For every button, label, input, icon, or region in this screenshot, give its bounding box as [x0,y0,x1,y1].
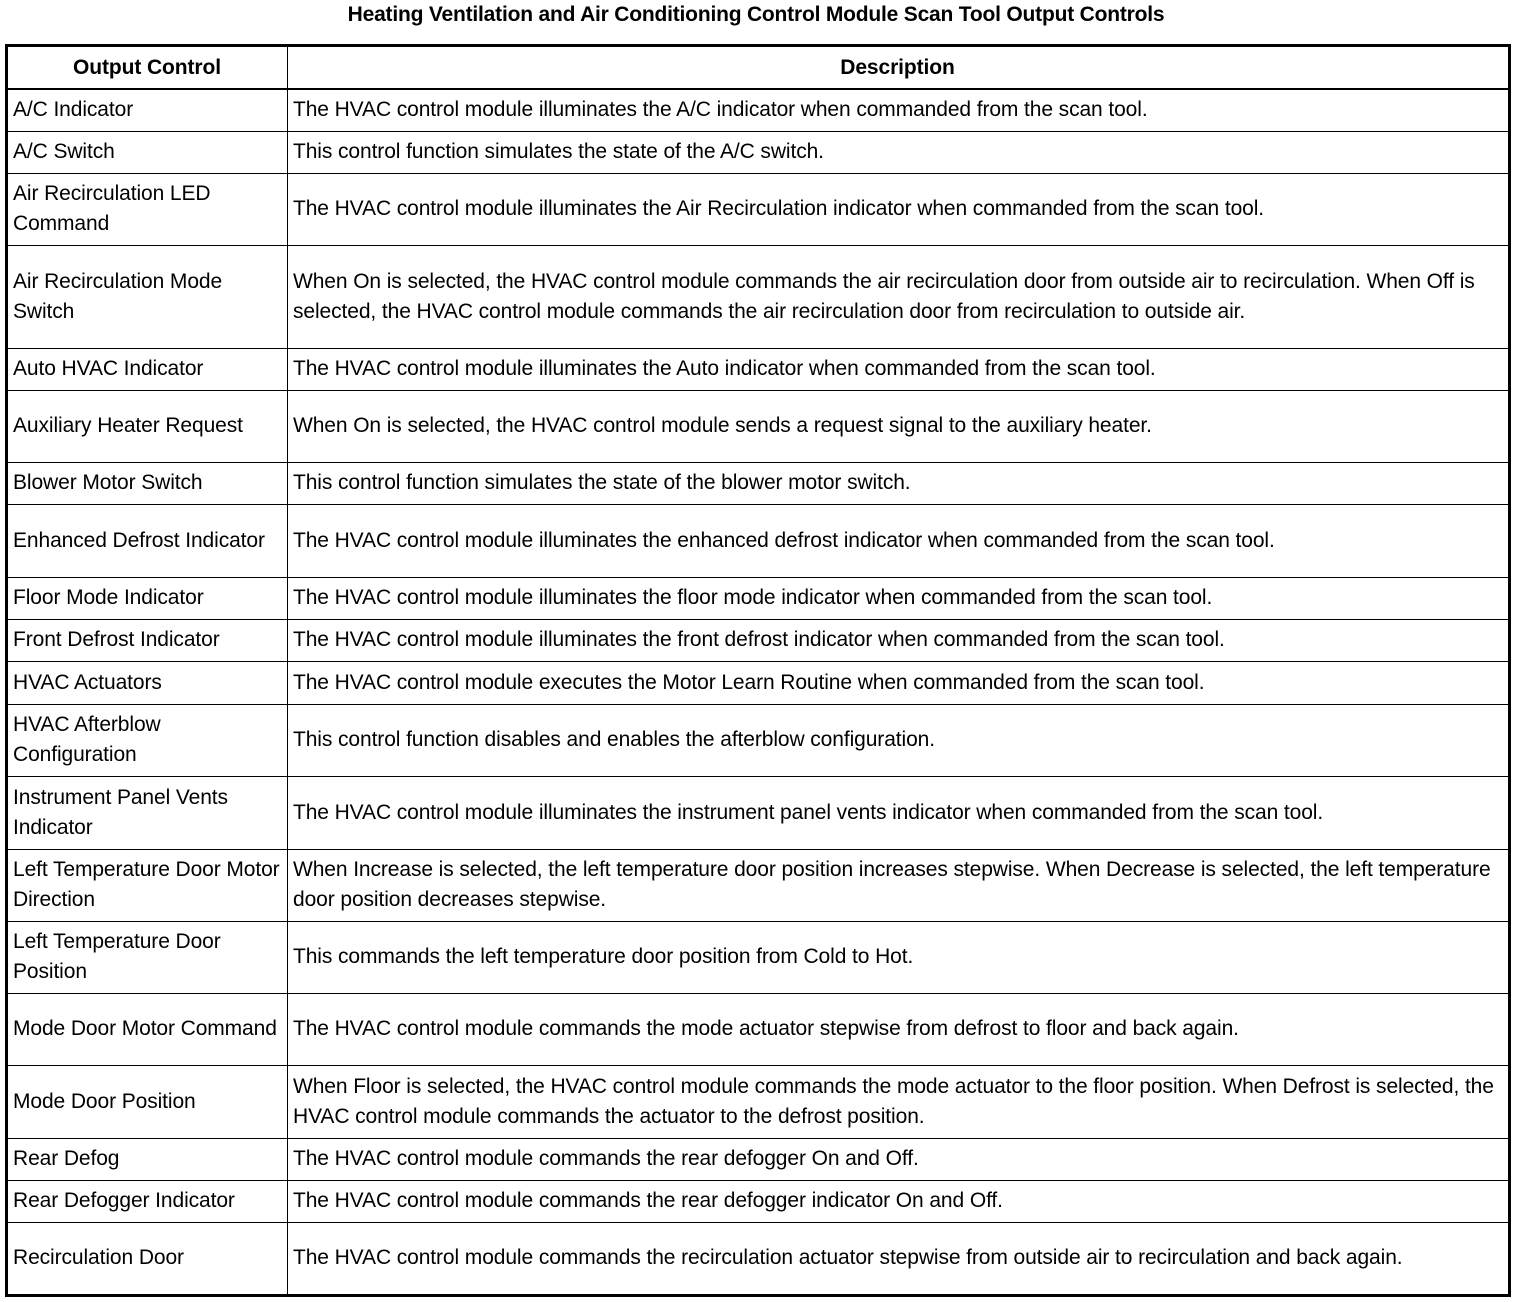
description-cell: The HVAC control module illuminates the front defrost indicator when commanded from the scan tool. [288,619,1510,661]
table-row [7,89,1510,131]
description-cell: This commands the left temperature door position from Cold to Hot. [288,921,1510,993]
description-cell: This control function simulates the state of the blower motor switch. [288,462,1510,504]
output-control-cell: Enhanced Defrost Indicator [7,504,288,577]
output-control-cell: Auxiliary Heater Request [7,390,288,462]
description-cell: This control function disables and enables the afterblow configuration. [288,704,1510,776]
table-row [7,245,1510,348]
description-cell: The HVAC control module commands the recirculation actuator stepwise from outside air to recirculation and back again. [288,1222,1510,1295]
output-control-cell: Mode Door Motor Command [7,993,288,1065]
output-control-cell: HVAC Afterblow Configuration [7,704,288,776]
description-cell: The HVAC control module illuminates the A/C indicator when commanded from the scan tool. [288,89,1510,131]
table-row [7,921,1510,993]
description-cell: The HVAC control module illuminates the floor mode indicator when commanded from the scan tool. [288,577,1510,619]
table-row [7,661,1510,704]
description-cell: This control function simulates the state of the A/C switch. [288,131,1510,173]
column-header-output-control: Output Control [7,46,288,90]
output-control-cell: Auto HVAC Indicator [7,348,288,390]
table-row [7,1138,1510,1180]
output-control-cell: Rear Defog [7,1138,288,1180]
description-cell: The HVAC control module commands the rear defogger indicator On and Off. [288,1180,1510,1222]
table-row [7,462,1510,504]
output-control-cell: Air Recirculation Mode Switch [7,245,288,348]
table-row [7,1065,1510,1138]
table-row [7,390,1510,462]
output-control-cell: Mode Door Position [7,1065,288,1138]
table-row [7,1222,1510,1295]
description-cell: The HVAC control module illuminates the instrument panel vents indicator when commanded from the scan tool. [288,776,1510,849]
table-row [7,993,1510,1065]
table-row [7,1180,1510,1222]
description-cell: When Increase is selected, the left temperature door position increases stepwise. When Decrease is selected, the left temperature door position decreases stepwise. [288,849,1510,921]
description-cell: When On is selected, the HVAC control module sends a request signal to the auxiliary heater. [288,390,1510,462]
output-controls-table [5,44,1511,1297]
document-title: Heating Ventilation and Air Conditioning Control Module Scan Tool Output Controls [347,3,1165,26]
description-cell: When Floor is selected, the HVAC control module commands the mode actuator to the floor position. When Defrost is selected, the HVAC control module commands the actuator to the defrost position. [288,1065,1510,1138]
table-row [7,348,1510,390]
output-control-cell: Air Recirculation LED Command [7,173,288,245]
description-cell: The HVAC control module commands the mode actuator stepwise from defrost to floor and back again. [288,993,1510,1065]
table-row [7,704,1510,776]
output-control-cell: Instrument Panel Vents Indicator [7,776,288,849]
description-cell: The HVAC control module illuminates the Auto indicator when commanded from the scan tool. [288,348,1510,390]
output-control-cell: A/C Switch [7,131,288,173]
column-header-description: Description [288,46,1510,90]
table-row [7,849,1510,921]
table-row [7,504,1510,577]
description-cell: The HVAC control module executes the Motor Learn Routine when commanded from the scan tool. [288,661,1510,704]
description-cell: The HVAC control module illuminates the Air Recirculation indicator when commanded from the scan tool. [288,173,1510,245]
description-cell: The HVAC control module commands the rear defogger On and Off. [288,1138,1510,1180]
output-control-cell: Recirculation Door [7,1222,288,1295]
table-row [7,776,1510,849]
table-row [7,577,1510,619]
output-control-cell: Rear Defogger Indicator [7,1180,288,1222]
output-control-cell: HVAC Actuators [7,661,288,704]
table-header-row [7,46,1510,90]
output-control-cell: Left Temperature Door Position [7,921,288,993]
table-row [7,131,1510,173]
output-control-cell: Floor Mode Indicator [7,577,288,619]
output-control-cell: Front Defrost Indicator [7,619,288,661]
table-row [7,173,1510,245]
output-control-cell: A/C Indicator [7,89,288,131]
output-control-cell: Blower Motor Switch [7,462,288,504]
table-row [7,619,1510,661]
description-cell: The HVAC control module illuminates the enhanced defrost indicator when commanded from the scan tool. [288,504,1510,577]
output-control-cell: Left Temperature Door Motor Direction [7,849,288,921]
description-cell: When On is selected, the HVAC control module commands the air recirculation door from outside air to recirculation. When Off is selected, the HVAC control module commands the air recirculation door from recirculation to outside air. [288,245,1510,348]
